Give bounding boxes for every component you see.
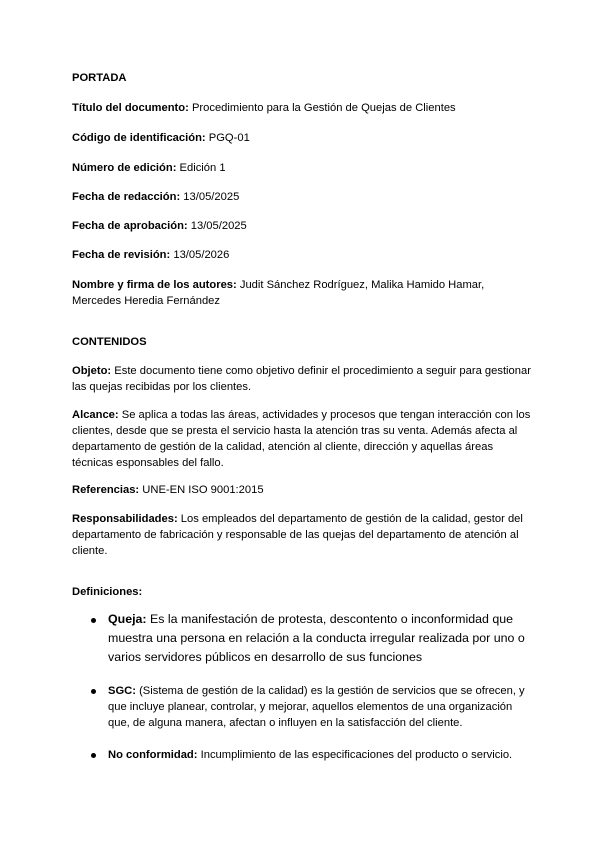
field-label: Fecha de aprobación: [72, 220, 188, 232]
section-referencias [72, 482, 534, 498]
field-value: PGQ-01 [208, 132, 250, 144]
field-label: Número de edición: [72, 162, 177, 174]
definiciones-heading: Definiciones: [72, 586, 143, 598]
section-text: UNE-EN ISO 9001:2015 [142, 484, 264, 496]
field-titulo [72, 100, 534, 116]
field-label: Fecha de revisión: [72, 249, 171, 261]
bullet-icon [91, 618, 96, 623]
section-alcance [72, 407, 534, 471]
section-text: Los empleados del departamento de gestión de la calidad, gestor del departamento de fabricación y responsable de las quejas del departamento de atención al cliente. [72, 513, 523, 557]
field-fecha-revision [72, 247, 534, 263]
section-label: Referencias: [72, 484, 140, 496]
section-objeto [72, 363, 534, 395]
definition-term: No conformidad: [108, 749, 198, 761]
field-value: Procedimiento para la Gestión de Quejas de Clientes [191, 102, 456, 114]
list-item [72, 747, 534, 763]
field-value: Edición 1 [179, 162, 226, 174]
list-item [72, 683, 534, 731]
field-label: Nombre y firma de los autores: [72, 279, 237, 291]
portada-heading: PORTADA [72, 72, 127, 84]
field-edicion [72, 160, 534, 176]
field-value: 13/05/2026 [173, 249, 230, 261]
contenidos-heading: CONTENIDOS [72, 336, 147, 348]
field-label: Fecha de redacción: [72, 191, 181, 203]
field-label: Código de identificación: [72, 132, 206, 144]
field-value: 13/05/2025 [183, 191, 240, 203]
definition-text: (Sistema de gestión de la calidad) es la gestión de servicios que se ofrecen, y que incluye planear, controlar, y mejorar, aquellos elementos de una organización que, de alguna manera, afectan o influyen en la satisfacción del cliente. [108, 685, 525, 729]
bullet-icon [91, 753, 96, 758]
definition-term: Queja: [108, 612, 147, 626]
field-fecha-redaccion [72, 189, 534, 205]
definition-term: SGC: [108, 685, 136, 697]
definition-text: Incumplimiento de las especificaciones del producto o servicio. [200, 749, 513, 761]
field-value: 13/05/2025 [190, 220, 247, 232]
field-value: Judit Sánchez Rodríguez, Malika Hamido Hamar, Mercedes Heredia Fernández [72, 279, 485, 307]
definiciones-list [72, 610, 534, 779]
field-autores [72, 277, 534, 309]
list-item [72, 610, 534, 667]
section-label: Alcance: [72, 409, 119, 421]
field-fecha-aprobacion [72, 218, 534, 234]
section-label: Responsabilidades: [72, 513, 178, 525]
bullet-icon [91, 689, 96, 694]
section-label: Objeto: [72, 365, 112, 377]
definition-text: Es la manifestación de protesta, descontento o inconformidad que muestra una persona en relación a la conducta irregular realizada por uno o varios servidores públicos en desarrollo de sus funciones [108, 612, 525, 664]
section-responsabilidades [72, 511, 534, 559]
field-label: Título del documento: [72, 102, 189, 114]
field-codigo [72, 130, 534, 146]
section-text: Se aplica a todas las áreas, actividades y procesos que tengan interacción con los clientes, desde que se presta el servicio hasta la atención tras su venta. Además afecta al departamento de gestión de la calidad, atención al cliente, dirección y aquellas áreas técnicas esponsables del fallo. [72, 409, 531, 469]
section-text: Este documento tiene como objetivo definir el procedimiento a seguir para gestionar las quejas recibidas por los clientes. [72, 365, 531, 393]
